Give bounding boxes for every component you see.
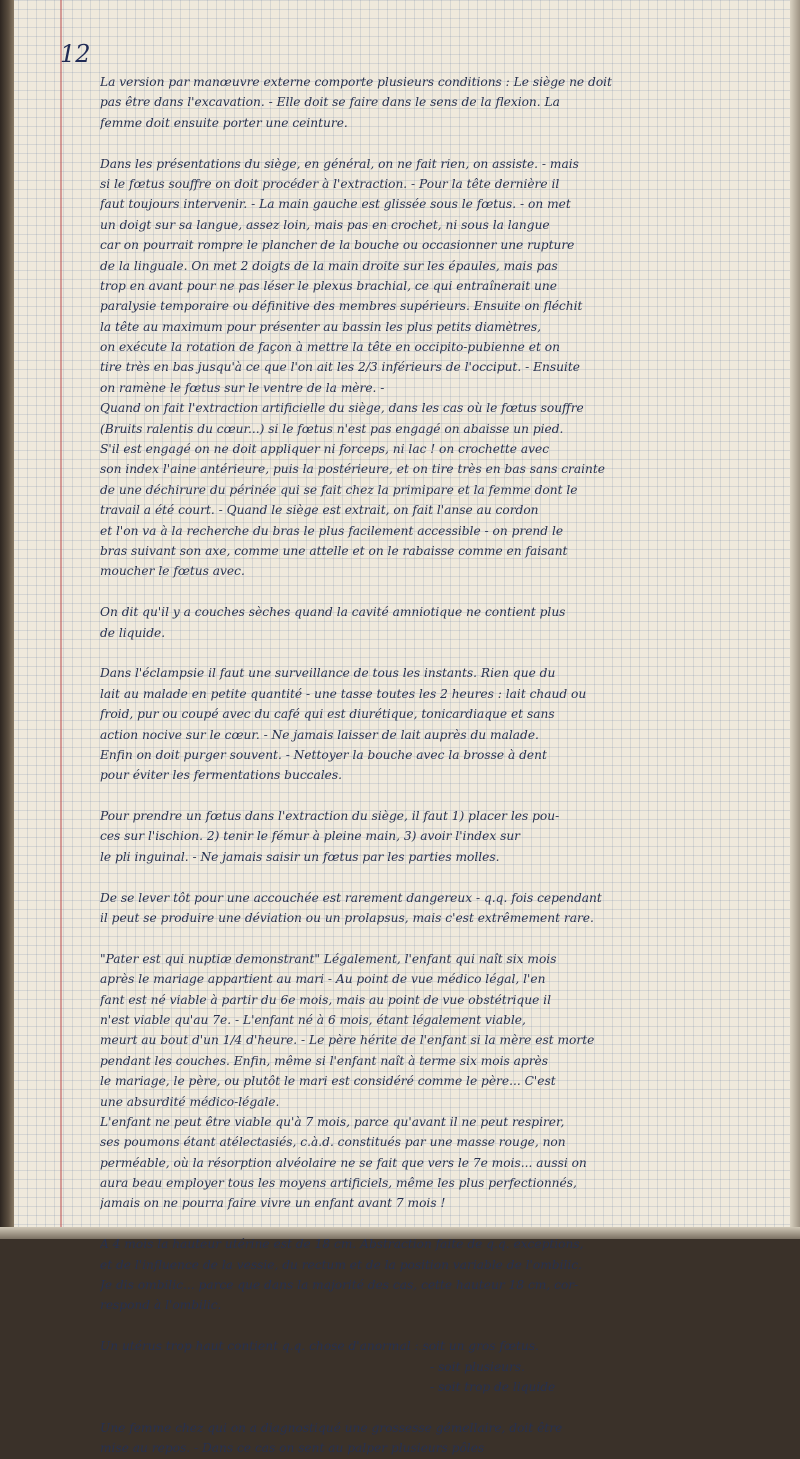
text-line: travail a été court. - Quand le siège est extrait, on fait l'anse au cordon (100, 503, 539, 518)
text-line: Un utérus trop haut contient q.q. chose d'anormal : soit un gros fœtus. (100, 1339, 539, 1354)
text-line: lait au malade en petite quantité - une tasse toutes les 2 heures : lait chaud ou (100, 686, 587, 701)
blank-line (100, 133, 730, 153)
text-line: et de l'influence de la vessie, du rectum et de la position variable de l'ombilic. (100, 1257, 582, 1272)
text-line: mise au repos. - Dans ce cas on sent au palper plusieurs pôles (100, 1441, 485, 1456)
text-line: son index l'aine antérieure, puis la postérieure, et on tire très en bas sans crainte (100, 462, 605, 477)
blank-line (100, 1316, 730, 1336)
text-line: la tête au maximum pour présenter au bassin les plus petits diamètres, (100, 319, 541, 334)
text-line: si le fœtus souffre on doit procéder à l'extraction. - Pour la tête dernière il (100, 176, 560, 191)
text-line: A 4 mois la hauteur utérine est de 18 cm. Abstraction faite de q.q. exceptions, (100, 1237, 584, 1252)
text-line: L'enfant ne peut être viable qu'à 7 mois, parce qu'avant il ne peut respirer, (100, 1114, 565, 1129)
text-line: le pli inguinal. - Ne jamais saisir un fœtus par les parties molles. (100, 849, 500, 864)
text-line: après le mariage appartient au mari - Au point de vue médico légal, l'en (100, 972, 546, 987)
text-line: pendant les couches. Enfin, même si l'enfant naît à terme six mois après (100, 1053, 548, 1068)
text-line: de une déchirure du périnée qui se fait chez la primipare et la femme dont le (100, 482, 578, 497)
text-line: aura beau employer tous les moyens artificiels, même les plus perfectionnés, (100, 1176, 577, 1191)
text-line: fant est né viable à partir du 6e mois, mais au point de vue obstétrique il (100, 992, 551, 1007)
blank-line (100, 928, 730, 948)
blank-line (100, 1397, 730, 1417)
text-line: tire très en bas jusqu'à ce que l'on ait les 2/3 inférieurs de l'occiput. - Ensuite (100, 360, 580, 375)
text-line: perméable, où la résorption alvéolaire ne se fait que vers le 7e mois... aussi on (100, 1155, 587, 1170)
text-line: "Pater est qui nuptiæ demonstrant" Légalement, l'enfant qui naît six mois (100, 951, 557, 966)
text-line: Quand on fait l'extraction artificielle du siège, dans les cas où le fœtus souffre (100, 401, 584, 416)
text-line: on ramène le fœtus sur le ventre de la mère. - (100, 380, 385, 395)
page-number: 12 (60, 40, 91, 68)
text-line: respond à l'ombilic. (100, 1298, 222, 1313)
text-line: - soit plusieurs. (430, 1359, 525, 1374)
text-line: n'est viable qu'au 7e. - L'enfant né à 6 mois, étant légalement viable, (100, 1012, 526, 1027)
text-line: Je dis ombilic... parce que dans la majorité des cas, cette hauteur 18 cm, cor- (100, 1278, 579, 1293)
text-line: Pour prendre un fœtus dans l'extraction du siège, il faut 1) placer les pou- (100, 809, 560, 824)
text-line: action nocive sur le cœur. - Ne jamais laisser de lait auprès du malade. (100, 727, 539, 742)
blank-line (100, 582, 730, 602)
text-line: il peut se produire une déviation ou un prolapsus, mais c'est extrêmement rare. (100, 911, 594, 926)
text-line: Enfin on doit purger souvent. - Nettoyer la bouche avec la brosse à dent (100, 747, 547, 762)
text-line: S'il est engagé on ne doit appliquer ni forceps, ni lac ! on crochette avec (100, 442, 550, 457)
text-line: froid, pur ou coupé avec du café qui est diurétique, tonicardiaque et sans (100, 707, 555, 722)
text-line: meurt au bout d'un 1/4 d'heure. - Le père hérite de l'enfant si la mère est morte (100, 1033, 595, 1048)
text-line: jamais on ne pourra faire vivre un enfant avant 7 mois ! (100, 1196, 446, 1211)
text-line: car on pourrait rompre le plancher de la bouche ou occasionner une rupture (100, 238, 575, 253)
text-line: On dit qu'il y a couches sèches quand la cavité amniotique ne contient plus (100, 605, 566, 620)
blank-line (100, 1214, 730, 1234)
text-line: trop en avant pour ne pas léser le plexus brachial, ce qui entraînerait une (100, 278, 557, 293)
blank-line (100, 867, 730, 887)
text-line: un doigt sur sa langue, assez loin, mais pas en crochet, ni sous la langue (100, 217, 550, 232)
text-line: pour éviter les fermentations buccales. (100, 768, 342, 783)
text-line: de liquide. (100, 625, 166, 640)
text-line: La version par manœuvre externe comporte plusieurs conditions : Le siège ne doit (100, 75, 612, 89)
text-line: faut toujours intervenir. - La main gauche est glissée sous le fœtus. - on met (100, 197, 571, 212)
text-line: bras suivant son axe, comme une attelle et on le rabaisse comme en faisant (100, 543, 568, 558)
text-line: - soit trop de liquide (430, 1380, 556, 1394)
margin-line (60, 0, 62, 1239)
text-line: ces sur l'ischion. 2) tenir le fémur à pleine main, 3) avoir l'index sur (100, 829, 520, 844)
text-line: une absurdité médico-légale. (100, 1094, 280, 1109)
text-line: et l'on va à la recherche du bras le plus facilement accessible - on prend le (100, 523, 564, 538)
text-line: De se lever tôt pour une accouchée est rarement dangereux - q.q. fois cependant (100, 890, 602, 905)
text-line: Dans l'éclampsie il faut une surveillance de tous les instants. Rien que du (100, 666, 556, 681)
text-line: on exécute la rotation de façon à mettre la tête en occipito-pubienne et on (100, 340, 560, 355)
notebook-binding (0, 0, 14, 1239)
handwritten-text (100, 72, 730, 1459)
text-line: pas être dans l'excavation. - Elle doit se faire dans le sens de la flexion. La (100, 95, 560, 110)
text-line: (Bruits ralentis du cœur...) si le fœtus n'est pas engagé on abaisse un pied. (100, 421, 564, 436)
text-line: femme doit ensuite porter une ceinture. (100, 115, 348, 130)
page-edge-right (790, 0, 800, 1239)
blank-line (100, 643, 730, 663)
text-line: ses poumons étant atélectasiés, c.à.d. constitués par une masse rouge, non (100, 1135, 566, 1150)
text-line: de la linguale. On met 2 doigts de la main droite sur les épaules, mais pas (100, 258, 558, 273)
text-line: Une femme chez qui on a diagnostiqué une grossesse gémellaire, doit être (100, 1420, 563, 1435)
text-line: le mariage, le père, ou plutôt le mari est considéré comme le père... C'est (100, 1074, 556, 1089)
text-line: Dans les présentations du siège, en général, on ne fait rien, on assiste. - mais (100, 156, 579, 171)
blank-line (100, 786, 730, 806)
text-line: paralysie temporaire ou définitive des membres supérieurs. Ensuite on fléchit (100, 299, 583, 314)
text-line: moucher le fœtus avec. (100, 564, 245, 579)
